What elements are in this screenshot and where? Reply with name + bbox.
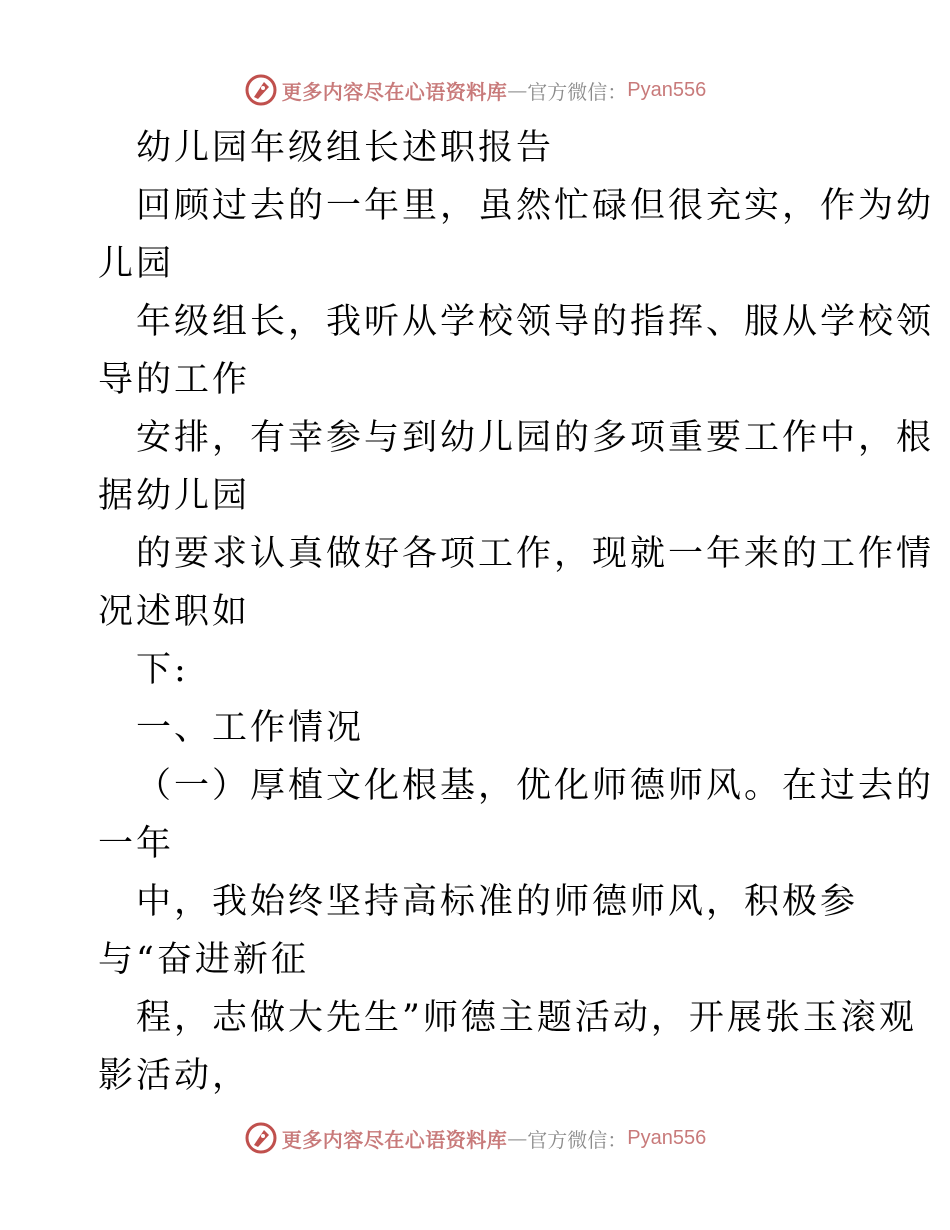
text-line: 下:: [136, 650, 189, 690]
text-line: 中，我始终坚持高标准的师德师风，积极参: [136, 882, 859, 922]
pen-nib-circle-icon: [244, 1121, 278, 1155]
text-line: 一年: [98, 824, 175, 864]
text-line: 年级组长，我听从学校领导的指挥、服从学校领: [136, 302, 935, 342]
watermark-wechat-id: Pyan556: [627, 1126, 707, 1149]
text-line: 据幼儿园: [98, 476, 251, 516]
watermark-brand: 更多内容尽在心语资料库: [281, 79, 508, 104]
document-title: 幼儿园年级组长述职报告: [136, 128, 555, 168]
text-line: 影活动，: [98, 1056, 251, 1096]
watermark-separator: —: [507, 78, 528, 102]
subsection-heading: （一）厚植文化根基，优化师德师风。在过去的: [136, 766, 935, 806]
text-line: 的要求认真做好各项工作，现就一年来的工作情: [136, 534, 935, 574]
watermark-wechat-label: 官方微信：: [527, 79, 628, 104]
watermark-wechat-label: 官方微信：: [527, 1127, 628, 1152]
text-line: 安排，有幸参与到幼儿园的多项重要工作中，根: [136, 418, 935, 458]
watermark-brand: 更多内容尽在心语资料库: [281, 1127, 508, 1152]
header-watermark: [0, 70, 950, 110]
text-line: 与“奋进新征: [98, 940, 309, 980]
text-line: 况述职如: [98, 592, 251, 632]
text-line: 儿园: [98, 244, 175, 284]
watermark-separator: —: [507, 1126, 528, 1150]
watermark-wechat-id: Pyan556: [627, 78, 707, 101]
text-line: 导的工作: [98, 360, 251, 400]
footer-watermark: [0, 1118, 950, 1158]
pen-nib-circle-icon: [244, 73, 278, 107]
text-line: 程，志做大先生”师德主题活动，开展张玉滚观: [136, 998, 917, 1038]
text-line: 回顾过去的一年里，虽然忙碌但很充实，作为幼: [136, 186, 935, 226]
section-heading: 一、工作情况: [136, 708, 365, 748]
